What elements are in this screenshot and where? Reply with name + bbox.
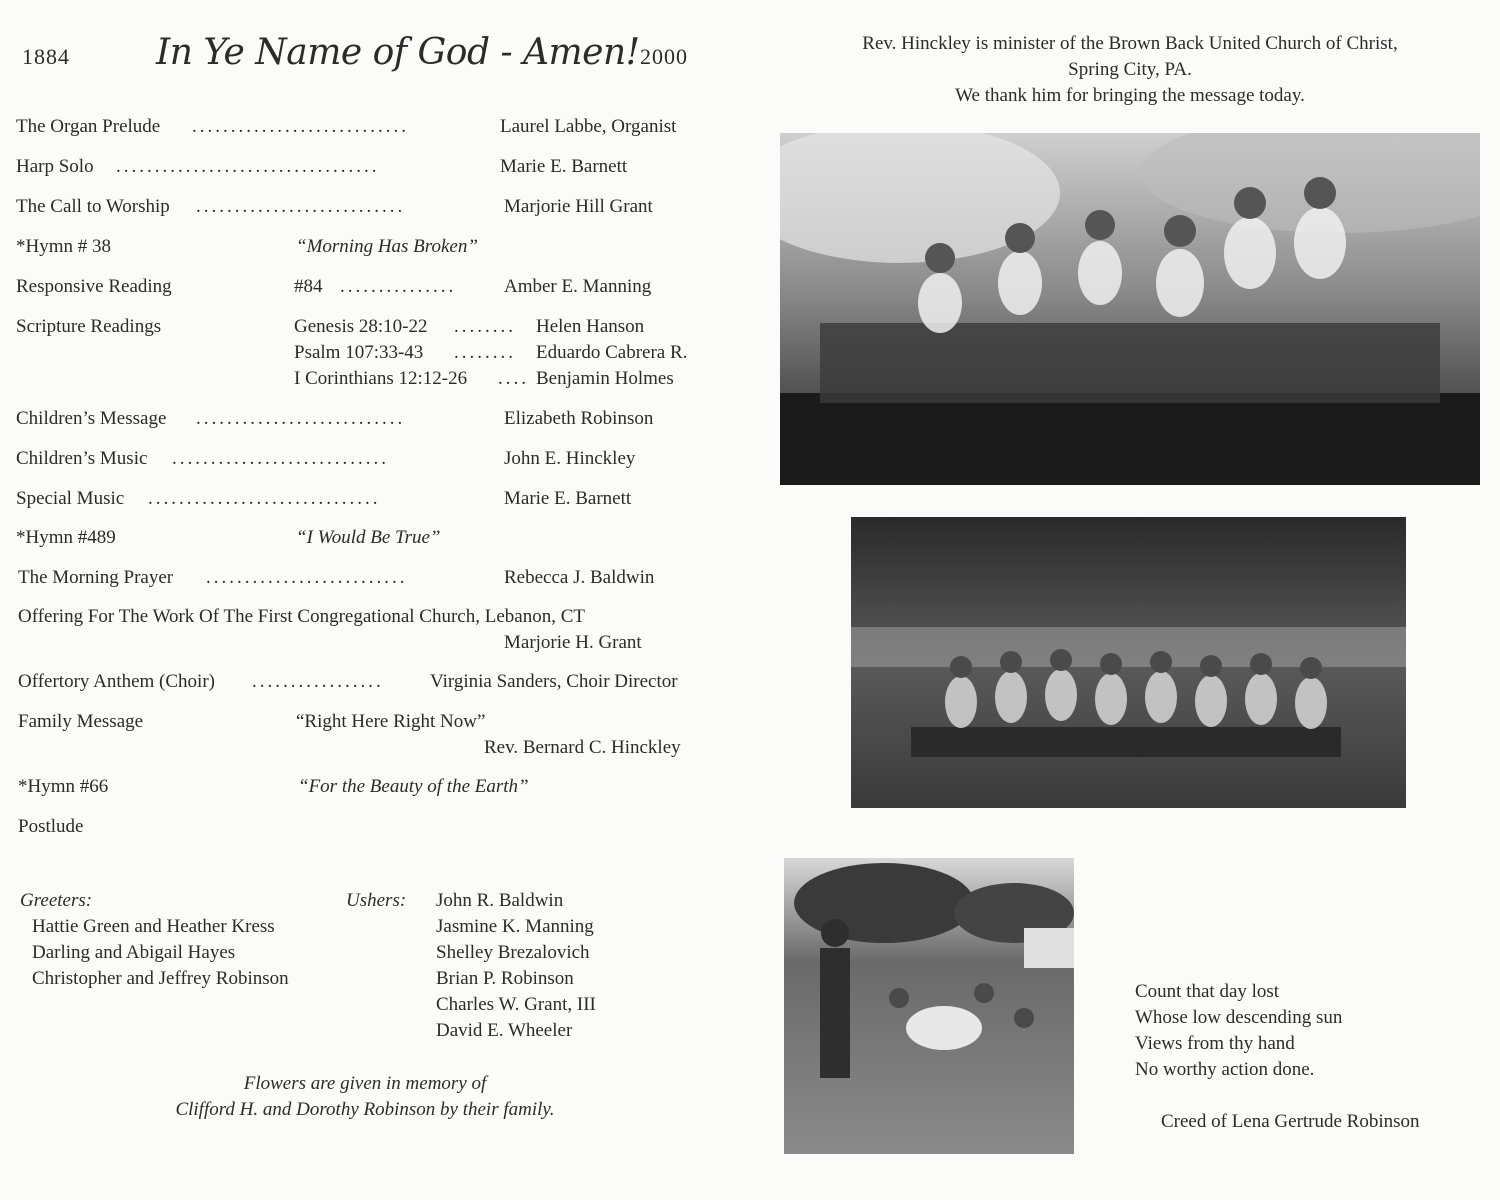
program-label: The Morning Prayer	[18, 567, 174, 588]
usher-name: Charles W. Grant, III	[436, 994, 596, 1015]
greeter-name: Hattie Green and Heather Kress	[32, 916, 275, 937]
flowers-line: Clifford H. and Dorothy Robinson by their family.	[175, 1099, 555, 1120]
program-label: Special Music	[16, 488, 125, 509]
usher-name: Brian P. Robinson	[436, 968, 574, 989]
creed-attribution: Creed of Lena Gertrude Robinson	[1161, 1111, 1420, 1132]
program-label: The Call to Worship	[16, 196, 170, 217]
hymn-title: “Morning Has Broken”	[296, 236, 478, 257]
program-person: Virginia Sanders, Choir Director	[430, 671, 678, 692]
scripture-reader: Helen Hanson	[536, 316, 645, 337]
group-photo-wagon	[780, 133, 1480, 485]
leader-dots: ...........................	[196, 408, 406, 429]
program-label: *Hymn # 38	[16, 236, 111, 257]
program-person: Marjorie H. Grant	[504, 632, 642, 653]
leader-dots: ........	[454, 342, 516, 363]
greeter-name: Darling and Abigail Hayes	[32, 942, 236, 963]
usher-name: John R. Baldwin	[436, 890, 564, 911]
program-person: Amber E. Manning	[504, 276, 652, 297]
program-person: Laurel Labbe, Organist	[500, 116, 677, 137]
program-label: *Hymn #489	[16, 527, 116, 548]
year-left: 1884	[22, 44, 70, 69]
leader-dots: ...............	[340, 276, 457, 297]
leader-dots: ........	[454, 316, 516, 337]
program-label: Offertory Anthem (Choir)	[18, 671, 215, 692]
scripture-reader: Benjamin Holmes	[536, 368, 674, 389]
leader-dots: ..........................	[206, 567, 408, 588]
usher-name: Shelley Brezalovich	[436, 942, 590, 963]
leader-dots: ............................	[192, 116, 409, 137]
poem-line: Whose low descending sun	[1135, 1007, 1343, 1028]
poem-line: Views from thy hand	[1135, 1033, 1295, 1054]
leader-dots: ..............................	[148, 488, 381, 509]
usher-name: David E. Wheeler	[436, 1020, 573, 1041]
leader-dots: .................	[252, 671, 384, 692]
minister-note-line: Spring City, PA.	[1068, 59, 1192, 80]
program-label: Responsive Reading	[16, 276, 172, 297]
program-person: Marjorie Hill Grant	[504, 196, 653, 217]
group-photo-benches	[851, 517, 1406, 808]
year-right: 2000	[640, 44, 688, 69]
page-title: In Ye Name of God - Amen!	[156, 32, 640, 73]
scripture-reader: Eduardo Cabrera R.	[536, 342, 688, 363]
program-person: Marie E. Barnett	[500, 156, 628, 177]
greeters-heading: Greeters:	[20, 890, 93, 911]
leader-dots: ............................	[172, 448, 389, 469]
minister-note-line: Rev. Hinckley is minister of the Brown Back United Church of Christ,	[862, 33, 1398, 54]
program-person: John E. Hinckley	[504, 448, 636, 469]
hymn-title: “I Would Be True”	[296, 527, 441, 548]
minister-note-line: We thank him for bringing the message today.	[955, 85, 1305, 106]
usher-name: Jasmine K. Manning	[436, 916, 594, 937]
poem-line: Count that day lost	[1135, 981, 1280, 1002]
program-label: Postlude	[18, 816, 84, 837]
children-with-goat-photo	[784, 858, 1074, 1154]
program-label: Children’s Message	[16, 408, 167, 429]
hymn-title: “For the Beauty of the Earth”	[298, 776, 529, 797]
leader-dots: ....	[498, 368, 529, 389]
poem-line: No worthy action done.	[1135, 1059, 1315, 1080]
flowers-line: Flowers are given in memory of	[243, 1073, 487, 1094]
program-label: The Organ Prelude	[16, 116, 161, 137]
program-label: Harp Solo	[16, 156, 94, 177]
ushers-heading: Ushers:	[346, 890, 407, 911]
program-label: Offering For The Work Of The First Congregational Church, Lebanon, CT	[18, 606, 585, 627]
message-title: “Right Here Right Now”	[296, 711, 486, 732]
scripture-ref: Genesis 28:10-22	[294, 316, 428, 337]
program-label: Scripture Readings	[16, 316, 162, 337]
program-person: Rev. Bernard C. Hinckley	[484, 737, 681, 758]
scripture-ref: I Corinthians 12:12-26	[294, 368, 468, 389]
program-person: Marie E. Barnett	[504, 488, 632, 509]
program-person: Rebecca J. Baldwin	[504, 567, 655, 588]
leader-dots: ..................................	[116, 156, 380, 177]
program-label: Family Message	[18, 711, 144, 732]
program-label: *Hymn #66	[18, 776, 109, 797]
reading-number: #84	[294, 276, 323, 297]
leader-dots: ...........................	[196, 196, 406, 217]
program-label: Children’s Music	[16, 448, 148, 469]
greeter-name: Christopher and Jeffrey Robinson	[32, 968, 289, 989]
program-person: Elizabeth Robinson	[504, 408, 654, 429]
scripture-ref: Psalm 107:33-43	[294, 342, 424, 363]
